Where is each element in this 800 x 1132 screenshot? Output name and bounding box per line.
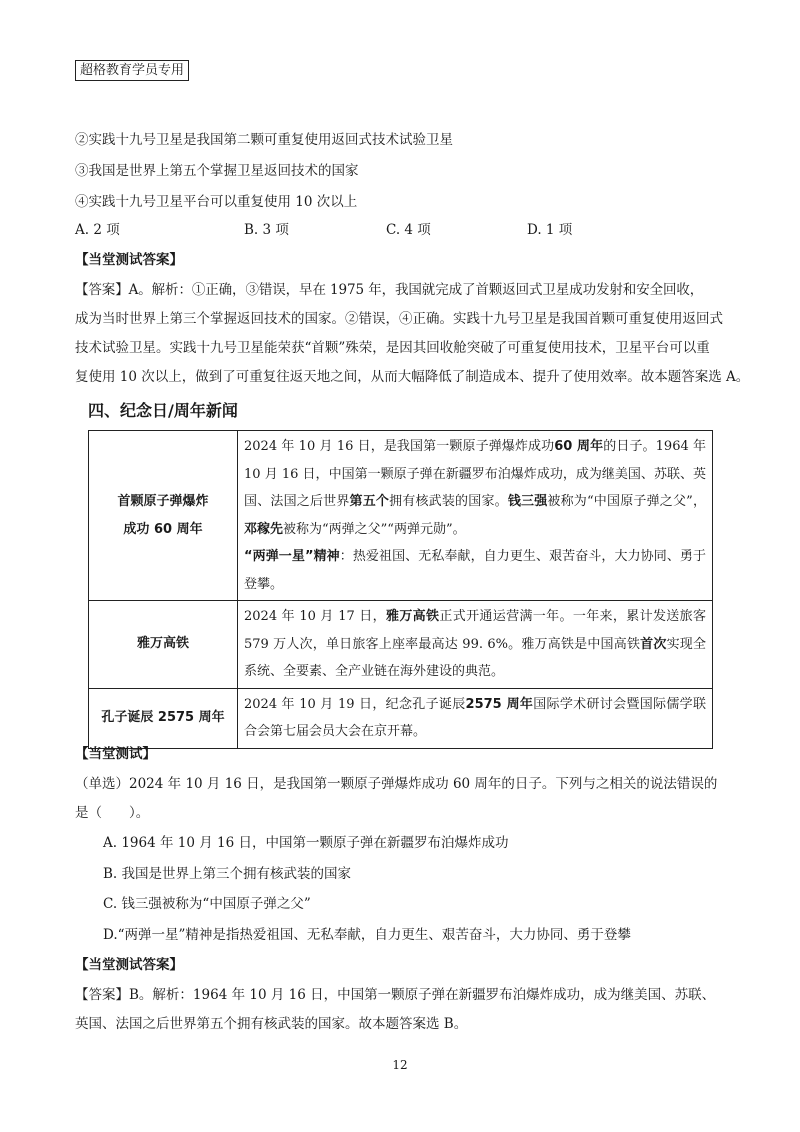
description-cell: [238, 431, 713, 601]
news-table: [88, 430, 713, 749]
description-paragraph: 2024 年 10 月 17 日，雅万高铁正式开通运营满一年。一年来，累计发送旅客 579 万人次，单日旅客上座率最高达 99. 6%。雅万高铁是中国高铁首次实现全系统、全要素、全产业链在海外建设的典范。: [244, 609, 706, 679]
quiz2-answer-heading: 【当堂测试答案】: [75, 957, 183, 973]
page-number: 12: [392, 1058, 408, 1072]
topic-line: 雅万高铁: [136, 636, 189, 652]
quiz2-option-c: C. 钱三强被称为“中国原子弹之父”: [103, 896, 311, 912]
description-cell: [238, 688, 713, 748]
section-title: 四、纪念日/周年新闻: [88, 401, 238, 420]
quiz1-answer-line: 技术试验卫星。实践十九号卫星能荣获“首颗”殊荣，是因其回收舱突破了可重复使用技术，卫星平台可以重: [75, 340, 710, 356]
statement-4: ④实践十九号卫星平台可以重复使用 10 次以上: [75, 194, 358, 210]
statement-3: ③我国是世界上第五个掌握卫星返回技术的国家: [75, 163, 359, 179]
quiz1-option-c: C. 4 项: [386, 222, 431, 238]
topic-cell: [89, 601, 238, 689]
quiz1-answer-line: 成为当时世界上第三个掌握返回技术的国家。②错误，④正确。实践十九号卫星是我国首颗可重复使用返回式: [75, 311, 723, 327]
quiz2-question-line: 是（ ）。: [75, 805, 150, 821]
topic-line: 成功 60 周年: [123, 521, 203, 537]
quiz2-option-b: B. 我国是世界上第三个拥有核武装的国家: [103, 866, 352, 882]
quiz2-option-d: D.“两弹一星”精神是指热爱祖国、无私奉献，自力更生、艰苦奋斗，大力协同、勇于登攀: [103, 927, 631, 943]
quiz1-answer-line: 复使用 10 次以上，做到了可重复往返天地之间，从而大幅降低了制造成本、提升了使用效率。故本题答案选 A。: [75, 369, 750, 385]
quiz1-option-b: B. 3 项: [244, 222, 289, 238]
topic-cell: [89, 431, 238, 601]
table-row: [89, 431, 713, 601]
header-tag: 超格教育学员专用: [75, 60, 189, 81]
quiz2-answer-line: 【答案】B。解析：1964 年 10 月 16 日，中国第一颗原子弹在新疆罗布泊爆炸成功，成为继美国、苏联、: [75, 987, 716, 1003]
quiz2-question-line: （单选）2024 年 10 月 16 日，是我国第一颗原子弹爆炸成功 60 周年的日子。下列与之相关的说法错误的: [75, 776, 718, 792]
table-row: [89, 601, 713, 689]
description-cell: [238, 601, 713, 689]
topic-line: 首颗原子弹爆炸: [117, 493, 209, 509]
description-paragraph: 2024 年 10 月 16 日，是我国第一颗原子弹爆炸成功60 周年的日子。1964 年 10 月 16 日，中国第一颗原子弹在新疆罗布泊爆炸成功，成为继美国、苏联、英国、法国之后世界第五个拥有核武装的国家。钱三强被称为“中国原子弹之父”，邓稼先被称为“两弹之父”“两弹元勋”。: [244, 439, 706, 537]
quiz2-option-a: A. 1964 年 10 月 16 日，中国第一颗原子弹在新疆罗布泊爆炸成功: [103, 835, 509, 851]
topic-line: 孔子诞辰 2575 周年: [101, 710, 225, 725]
statement-2: ②实践十九号卫星是我国第二颗可重复使用返回式技术试验卫星: [75, 132, 453, 148]
topic-cell: [89, 688, 238, 748]
description-paragraph: “两弹一星”精神：热爱祖国、无私奉献，自力更生、艰苦奋斗，大力协同、勇于登攀。: [244, 549, 706, 592]
quiz1-option-d: D. 1 项: [527, 222, 573, 238]
quiz2-heading: 【当堂测试】: [75, 746, 156, 762]
quiz1-option-a: A. 2 项: [75, 222, 120, 238]
table-row: [89, 688, 713, 748]
quiz1-answer-line: 【答案】A。解析：①正确，③错误，早在 1975 年，我国就完成了首颗返回式卫星成功发射和安全回收，: [75, 282, 704, 298]
quiz1-answer-heading: 【当堂测试答案】: [75, 252, 183, 268]
description-paragraph: 2024 年 10 月 19 日，纪念孔子诞辰2575 周年国际学术研讨会暨国际儒学联合会第七届会员大会在京开幕。: [244, 696, 706, 739]
quiz2-answer-line: 英国、法国之后世界第五个拥有核武装的国家。故本题答案选 B。: [75, 1016, 468, 1032]
